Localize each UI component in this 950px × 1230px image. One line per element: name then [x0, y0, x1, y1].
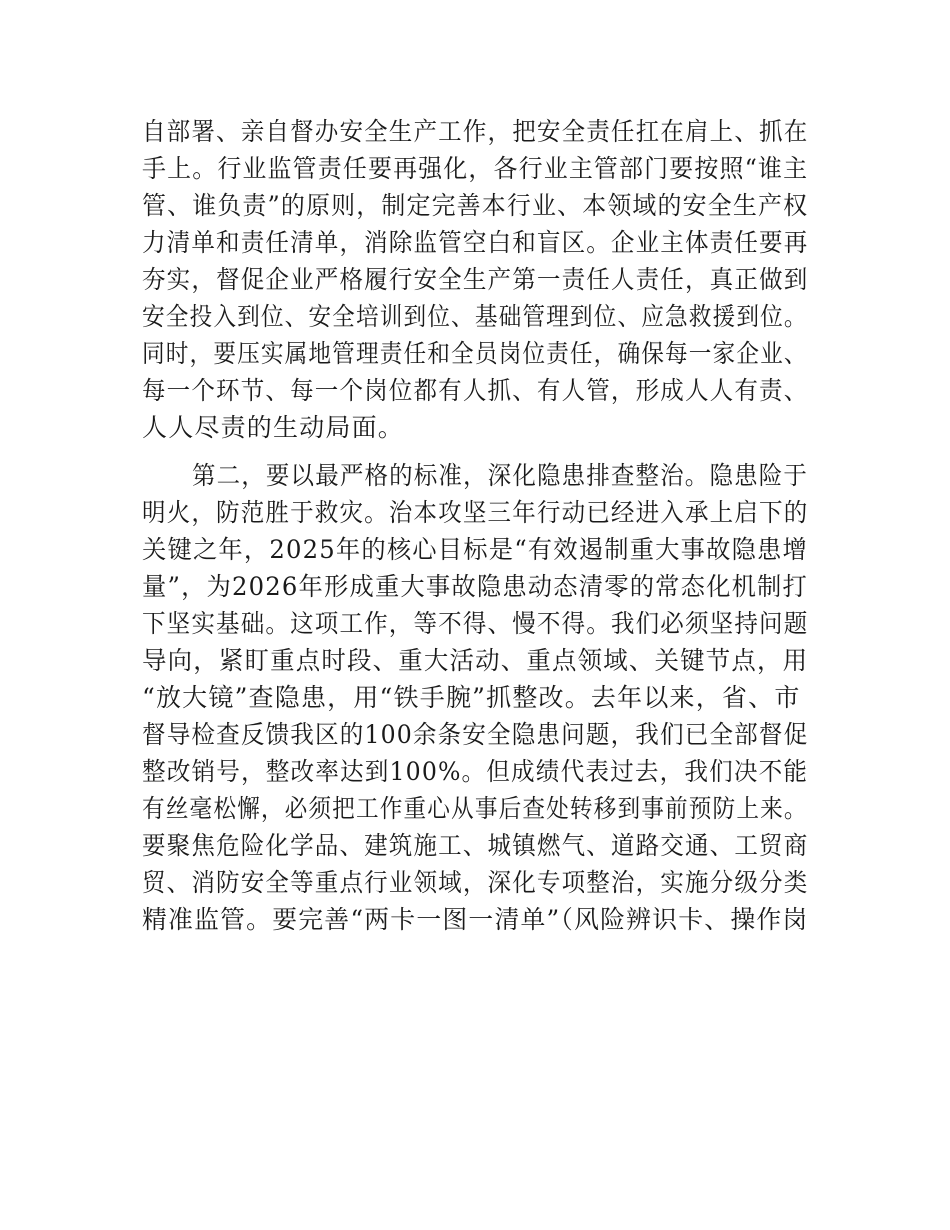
text-line: 人人尽责的生动局面。 — [142, 413, 405, 442]
text-line: 有丝毫松懈，必须把工作重心从事后查处转移到事前预防上来。 — [142, 794, 808, 823]
text-line: 安全投入到位、安全培训到位、基础管理到位、应急救援到位。 — [142, 302, 808, 331]
text-line: 第二，要以最严格的标准，深化隐患排查整治。隐患险于 — [192, 461, 809, 490]
text-line: 每一个环节、每一个岗位都有人抓、有人管，形成人人有责、 — [142, 376, 809, 405]
text-line: 下坚实基础。这项工作，等不得、慢不得。我们必须坚持问题 — [142, 609, 809, 638]
text-line: 整改销号，整改率达到100%。但成绩代表过去，我们决不能 — [142, 757, 809, 786]
text-line: 手上。行业监管责任要再强化，各行业主管部门要按照“谁主 — [142, 154, 809, 183]
text-line: 量”，为2026年形成重大事故隐患动态清零的常态化机制打 — [142, 572, 809, 601]
text-line: 自部署、亲自督办安全生产工作，把安全责任扛在肩上、抓在 — [142, 117, 809, 146]
text-line: “放大镜”查隐患，用“铁手腕”抓整改。去年以来，省、市 — [142, 683, 801, 712]
text-line: 力清单和责任清单，消除监管空白和盲区。企业主体责任要再 — [142, 228, 809, 257]
text-line: 贸、消防安全等重点行业领域，深化专项整治，实施分级分类 — [142, 868, 809, 897]
text-line: 明火，防范胜于救灾。治本攻坚三年行动已经进入承上启下的 — [142, 498, 809, 527]
text-line: 夯实，督促企业严格履行安全生产第一责任人责任，真正做到 — [142, 265, 809, 294]
text-line: 督导检查反馈我区的100余条安全隐患问题，我们已全部督促 — [142, 720, 809, 749]
text-line: 同时，要压实属地管理责任和全员岗位责任，确保每一家企业、 — [142, 339, 808, 368]
text-line: 管、谁负责”的原则，制定完善本行业、本领域的安全生产权 — [142, 191, 809, 220]
text-line: 关键之年，2025年的核心目标是“有效遏制重大事故隐患增 — [142, 535, 809, 564]
text-line: 精准监管。要完善“两卡一图一清单”（风险辨识卡、操作岗 — [142, 905, 809, 934]
text-line: 要聚焦危险化学品、建筑施工、城镇燃气、道路交通、工贸商 — [142, 831, 809, 860]
text-line: 导向，紧盯重点时段、重大活动、重点领域、关键节点，用 — [142, 646, 809, 675]
